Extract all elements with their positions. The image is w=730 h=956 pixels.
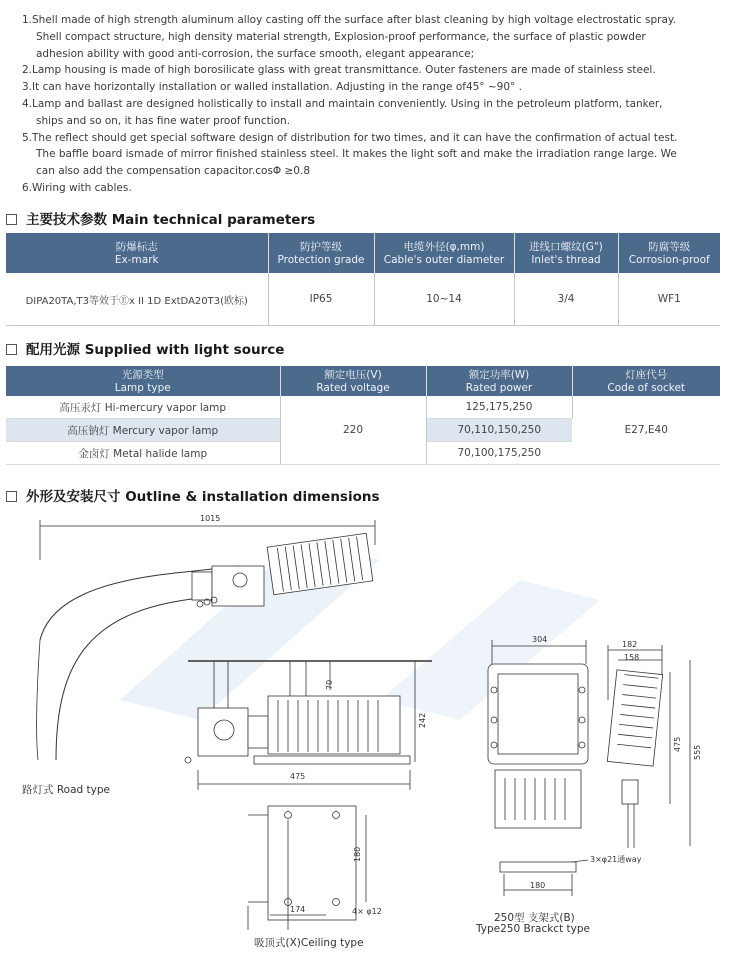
table-header-cell: 电缆外径(φ,mm) Cable's outer diameter xyxy=(374,233,514,273)
dim-4x12: 4× φ12 xyxy=(352,907,382,916)
table-header-row xyxy=(6,233,720,273)
checkbox-square-icon xyxy=(6,214,17,225)
feature-line: The baffle board ismade of mirror finished stainless steel. It makes the light soft and make the irradiation range large. We xyxy=(36,148,677,161)
dim-180-bracket: 180 xyxy=(530,881,546,890)
table-cell-voltage: 220 xyxy=(280,396,426,465)
feature-line: 4.Lamp and ballast are designed holistically to install and maintain conveniently. Using in the petroleum platform, tanker, xyxy=(22,97,663,110)
dim-3x21: 3×φ21通way xyxy=(590,855,642,864)
feature-line: 1.Shell made of high strength aluminum alloy casting off the surface after blast cleaning by high voltage electrostatic spray. xyxy=(22,14,676,26)
dim-1015: 1015 xyxy=(200,514,221,523)
dim-174: 174 xyxy=(290,905,306,914)
table-header-cell: 防腐等级 Corrosion-proof xyxy=(618,233,720,273)
table-header-row xyxy=(6,366,720,396)
checkbox-square-icon xyxy=(6,344,17,355)
table-cell: 高压钠灯 Mercury vapor lamp xyxy=(6,419,280,442)
table-header-cell: 防爆标志 Ex-mark xyxy=(6,233,268,273)
dim-475-side: 475 xyxy=(673,736,682,752)
dimension-drawings xyxy=(0,505,730,956)
section-title-parameters xyxy=(6,208,315,228)
dim-158: 158 xyxy=(624,653,640,662)
table-header-cell: 光源类型 Lamp type xyxy=(6,366,280,396)
dim-180: 180 xyxy=(353,846,362,862)
table-cell: 高压汞灯 Hi-mercury vapor lamp xyxy=(6,396,280,419)
table-cell: 70,100,175,250 xyxy=(426,442,572,465)
dim-304: 304 xyxy=(532,635,548,644)
feature-line: Shell compact structure, high density material strength, Explosion-proof performance, the surface of plastic powder xyxy=(36,30,646,43)
table-cell: 10~14 xyxy=(374,273,514,326)
table-cell: DIPA20TA,T3等效于Ⓔx II 1D ExtDA20T3(欧标) xyxy=(6,273,268,326)
feature-line: 2.Lamp housing is made of high borosilicate glass with great transmittance. Outer fasteners are made of stainless steel. xyxy=(22,64,656,77)
feature-line: 3.It can have horizontally installation or walled installation. Adjusting in the range of45° ~90° . xyxy=(22,81,522,94)
table-header-cell: 进线口螺纹(G") Inlet's thread xyxy=(514,233,618,273)
feature-line: can also add the compensation capacitor.cosΦ ≥0.8 xyxy=(36,165,311,178)
table-row xyxy=(6,396,720,419)
feature-line: 6.Wiring with cables. xyxy=(22,181,132,194)
light-source-table xyxy=(6,366,720,465)
section-title-light-source xyxy=(6,338,284,358)
road-type-label: 路灯式 Road type xyxy=(22,784,110,796)
section-title-text: 外形及安装尺寸 Outline & installation dimensions xyxy=(26,489,380,505)
bracket-type-label-en: Type250 Brackct type xyxy=(476,923,590,935)
dim-182: 182 xyxy=(622,640,638,649)
bracket-type-label-cn: 250型 支架式(B) xyxy=(494,912,575,924)
dim-475: 475 xyxy=(290,772,306,781)
table-header-cell: 额定电压(V) Rated voltage xyxy=(280,366,426,396)
technical-parameters-table xyxy=(6,233,720,326)
table-header-cell: 额定功率(W) Rated power xyxy=(426,366,572,396)
table-row xyxy=(6,273,720,326)
section-title-text: 配用光源 Supplied with light source xyxy=(26,342,285,358)
feature-line: 5.The reflect should get special software design of distribution for two times, and it can have the confirmation of actual test. xyxy=(22,131,678,144)
dim-242: 242 xyxy=(418,712,427,728)
section-title-dimensions xyxy=(6,485,380,505)
feature-list xyxy=(22,12,724,197)
dim-70: 70 xyxy=(325,679,334,690)
ceiling-type-label: 吸顶式(X)Ceiling type xyxy=(254,937,364,949)
feature-line: ships and so on, it has fine water proof function. xyxy=(36,114,291,127)
section-title-text: 主要技术参数 Main technical parameters xyxy=(26,212,316,228)
table-cell: 70,110,150,250 xyxy=(426,419,572,442)
ceiling-plate-drawing xyxy=(248,806,366,930)
table-cell-socket: E27,E40 xyxy=(572,396,720,465)
dim-555: 555 xyxy=(693,744,702,760)
table-cell: WF1 xyxy=(618,273,720,326)
table-header-cell: 灯座代号 Code of socket xyxy=(572,366,720,396)
table-cell: 金卤灯 Metal halide lamp xyxy=(6,442,280,465)
checkbox-square-icon xyxy=(6,491,17,502)
bracket-front-view xyxy=(488,640,588,896)
table-header-cell: 防护等级 Protection grade xyxy=(268,233,374,273)
table-cell: IP65 xyxy=(268,273,374,326)
table-cell: 3/4 xyxy=(514,273,618,326)
table-cell: 125,175,250 xyxy=(426,396,572,419)
feature-line: adhesion ability with good anti-corrosion, the surface smooth, elegant appearance; xyxy=(36,47,475,60)
